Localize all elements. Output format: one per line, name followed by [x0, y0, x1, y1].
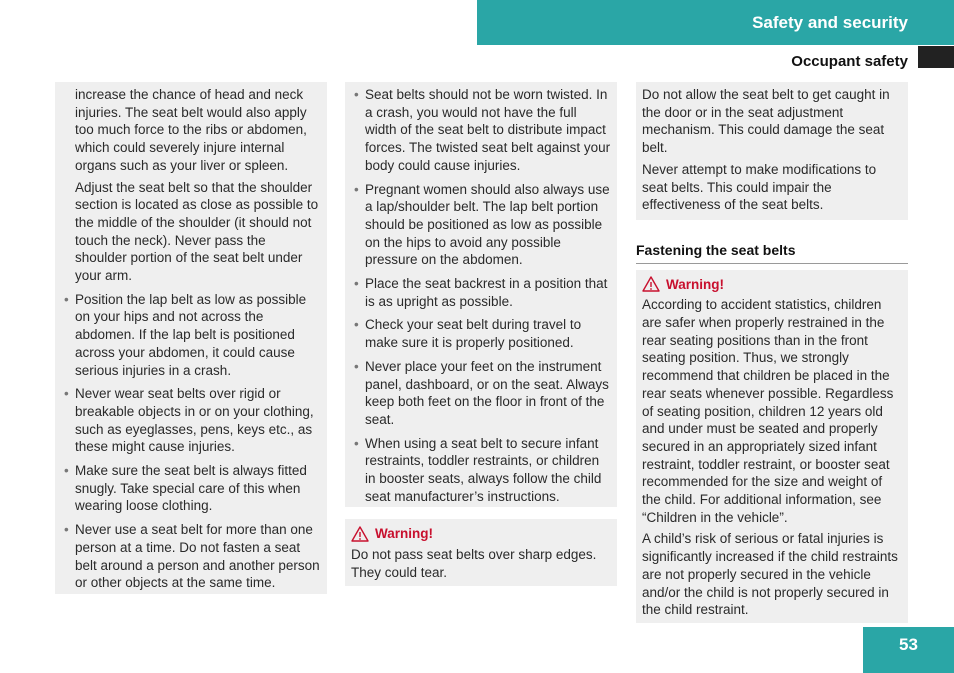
list-item: • Never use a seat belt for more than one person at a time. Do not fasten a seat belt around a person and another person or other objects at the same time. [64, 522, 320, 591]
list-item: • Pregnant women should also always use a lap/shoulder belt. The lap belt portion should be positioned as low as possible on the hips to avoid any possible pressure on the abdomen. [354, 181, 610, 268]
list-item: • Check your seat belt during travel to make sure it is properly positioned. [354, 317, 582, 351]
section-title: Safety and security [752, 13, 908, 32]
warning-heading [642, 276, 902, 294]
bullet-dot-icon: • [64, 463, 69, 479]
paragraph: Adjust the seat belt so that the shoulder section is located as close as possible to the middle of the shoulder (it should not touch the neck). Never pass the shoulder portion of the seat belt under your arm. [75, 179, 319, 284]
warning-triangle-icon [642, 276, 660, 292]
warning-heading [351, 525, 611, 543]
list-item: • Place the seat backrest in a position that is as upright as possible. [354, 276, 608, 309]
column-1 [55, 82, 327, 594]
bullet-list [351, 86, 611, 505]
list-item: • Never place your feet on the instrument panel, dashboard, or on the seat. Always keep both feet on the floor in front of the seat. [354, 358, 609, 427]
bullet-dot-icon: • [354, 276, 359, 292]
column-2 [345, 82, 617, 586]
bullet-dot-icon: • [354, 317, 359, 333]
bullet-dot-icon: • [64, 291, 69, 307]
section-header-bar [477, 0, 954, 45]
bullet-dot-icon: • [354, 87, 359, 102]
bullet-dot-icon: • [354, 435, 359, 451]
list-item: • Position the lap belt as low as possible on your hips and not across the abdomen. If the lap belt is positioned across your abdomen, it could cause serious injuries in a crash. [64, 291, 307, 378]
warning-triangle-icon [351, 526, 369, 542]
bullet-dot-icon: • [354, 358, 359, 374]
bullet-dot-icon: • [354, 181, 359, 197]
warning-paragraph: A child’s risk of serious or fatal injuries is significantly increased if the child restraints are not properly secured in the vehicle and/or the child is not properly secured in the child restraint. [642, 531, 898, 618]
warning-box [636, 270, 908, 623]
warning-title: Warning! [375, 526, 433, 542]
paragraph: Do not allow the seat belt to get caught in the door or in the seat adjustment mechanism. This could damage the seat belt. [642, 87, 890, 156]
list-item: • Never wear seat belts over rigid or breakable objects in or on your clothing, such as eyeglasses, pens, keys etc., as these might cause injuries. [64, 386, 314, 455]
chapter-tab [918, 46, 954, 68]
bullet-list [61, 291, 321, 592]
page-number: 53 [863, 627, 954, 673]
list-item: • Make sure the seat belt is always fitted snugly. Take special care of this when wearing loose clothing. [64, 463, 307, 514]
warning-box [345, 519, 617, 585]
column-2-box [345, 82, 617, 507]
list-item: • When using a seat belt to secure infant restraints, toddler restraints, or children in booster seats, always follow the child seat manufacturer’s instructions. [354, 435, 602, 504]
paragraph: increase the chance of head and neck injuries. The seat belt would also apply too much force to the ribs or abdomen, which could severely injure internal organs such as your liver or spleen. [75, 87, 307, 173]
bullet-dot-icon: • [64, 386, 69, 402]
column-3-box [636, 82, 908, 220]
warning-title: Warning! [666, 276, 724, 292]
list-item: • Seat belts should not be worn twisted. In a crash, you would not have the full width of the seat belt to distribute impact forces. The twisted seat belt against your body could cause injuries. [354, 87, 611, 173]
warning-text: Do not pass seat belts over sharp edges. They could tear. [351, 547, 597, 580]
paragraph: Never attempt to make modifications to seat belts. This could impair the effectiveness of the seat belts. [642, 161, 877, 213]
subsection-title: Occupant safety [791, 53, 908, 70]
bullet-dot-icon: • [64, 522, 69, 538]
column-1-box [55, 82, 327, 594]
section-heading: Fastening the seat belts [636, 242, 908, 264]
warning-paragraph: According to accident statistics, children are safer when properly restrained in the rear seating positions than in the front seating position. Thus, we strongly recommend that children be placed in the rear seats whenever possible. Regardless of seating position, children 12 years old and under must be seated and properly secured in an appropriately sized infant restraint, toddler restraint, or booster seat recommended for the size and weight of the child. For additional information, see “Children in the vehicle”. [642, 297, 894, 525]
column-3 [636, 82, 908, 623]
